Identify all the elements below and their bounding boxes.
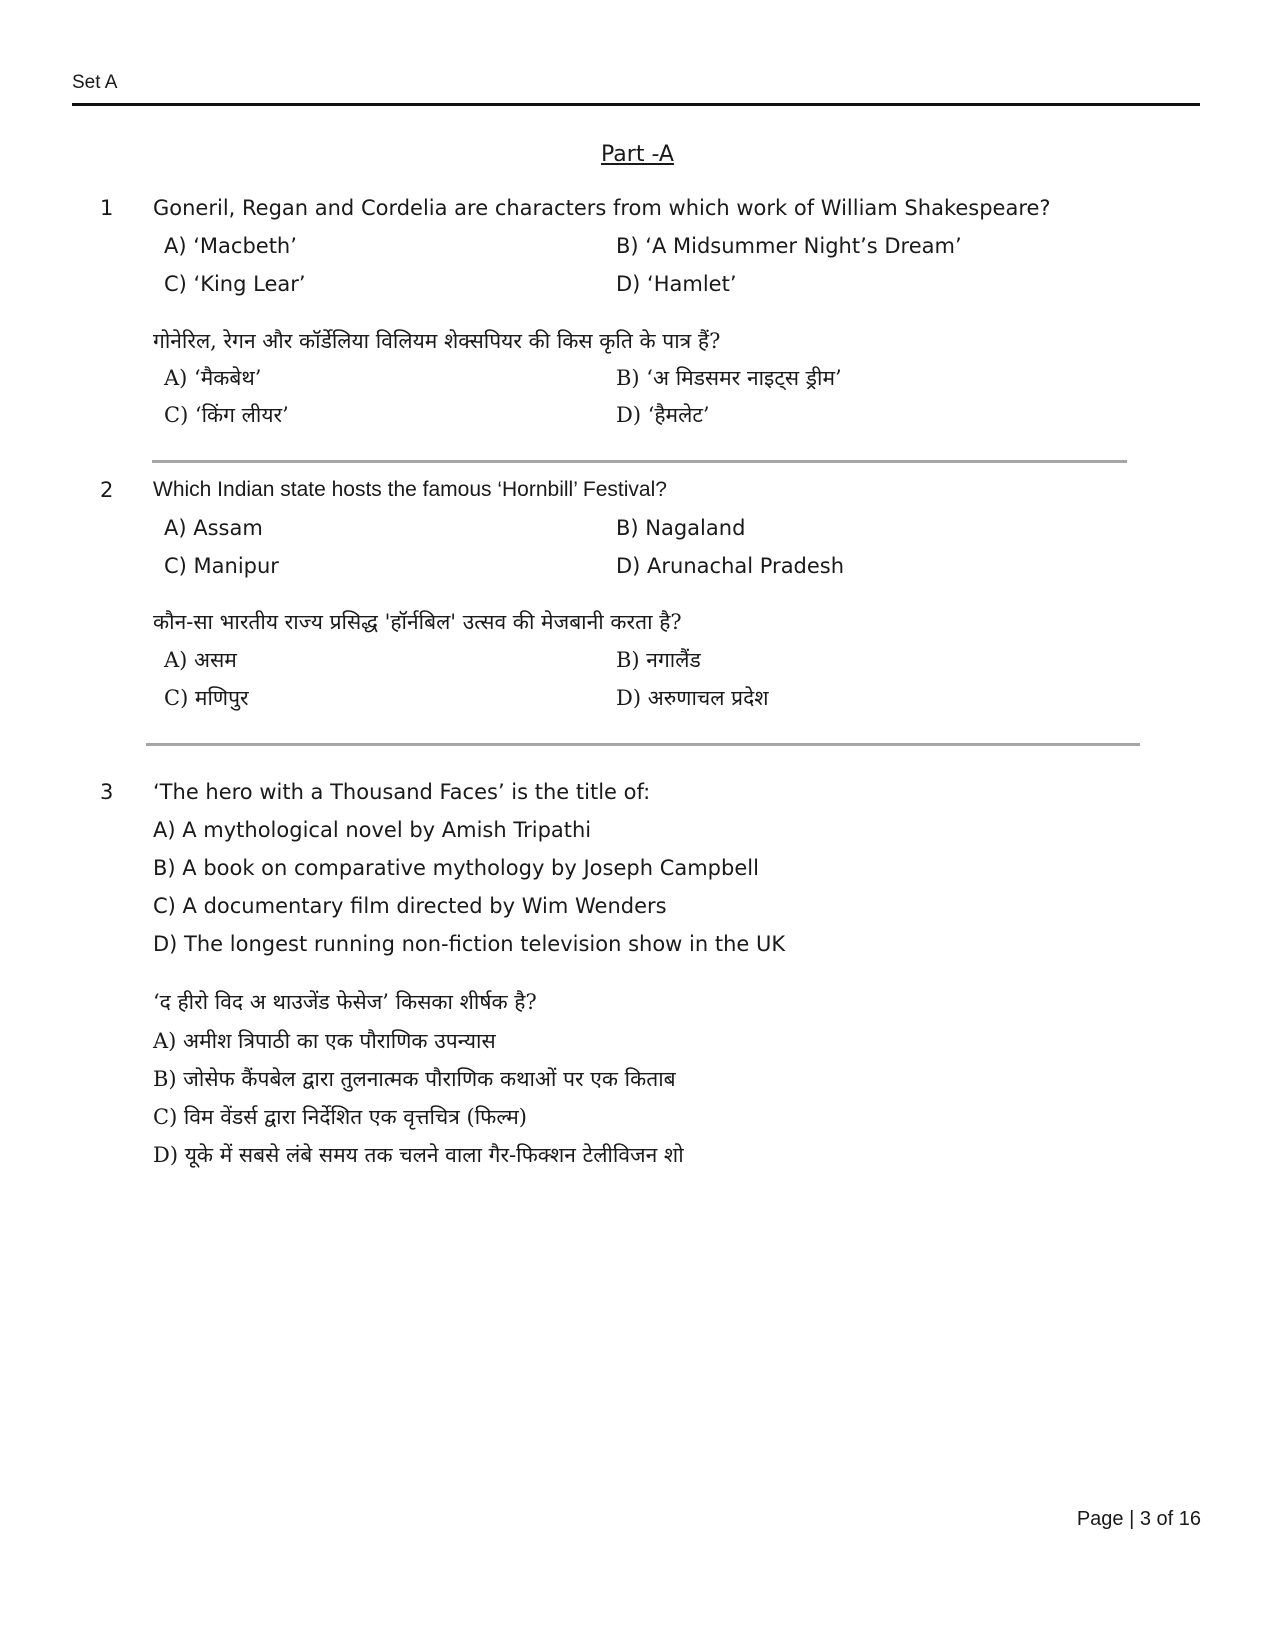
question-3-number: 3 [100, 780, 114, 804]
question-1-option-c-en: C) ‘King Lear’ [164, 272, 306, 296]
question-2-text-hi: कौन-सा भारतीय राज्य प्रसिद्ध 'हॉर्नबिल' उत्सव की मेजबानी करता है? [153, 610, 682, 634]
question-1-option-c-hi: C) ‘किंग लीयर’ [164, 403, 289, 427]
question-1-number: 1 [100, 196, 114, 220]
question-3-option-b-en: B) A book on comparative mythology by Joseph Campbell [153, 856, 759, 880]
set-label: Set A [72, 72, 118, 93]
question-1-option-a-en: A) ‘Macbeth’ [164, 234, 297, 258]
question-1-text-hi: गोनेरिल, रेगन और कॉर्डेलिया विलियम शेक्सपियर की किस कृति के पात्र हैं? [153, 329, 721, 353]
question-2-option-d-hi: D) अरुणाचल प्रदेश [616, 686, 769, 710]
question-2-option-b-en: B) Nagaland [616, 516, 746, 540]
question-3-option-d-en: D) The longest running non-fiction television show in the UK [153, 932, 786, 956]
question-2-option-d-en: D) Arunachal Pradesh [616, 554, 845, 578]
question-1-option-d-en: D) ‘Hamlet’ [616, 272, 737, 296]
question-2-option-a-hi: A) असम [164, 648, 237, 672]
question-3-option-c-hi: C) विम वेंडर्स द्वारा निर्देशित एक वृत्तचित्र (फिल्म) [153, 1105, 527, 1129]
question-3-option-d-hi: D) यूके में सबसे लंबे समय तक चलने वाला गैर-फिक्शन टेलीविजन शो [153, 1143, 684, 1167]
question-3-option-b-hi: B) जोसेफ कैंपबेल द्वारा तुलनात्मक पौराणिक कथाओं पर एक किताब [153, 1067, 676, 1091]
part-title: Part -A [601, 142, 674, 167]
question-1-option-a-hi: A) ‘मैकबेथ’ [164, 366, 262, 390]
question-3-option-c-en: C) A documentary film directed by Wim Wenders [153, 894, 667, 918]
question-2-option-b-hi: B) नगालैंड [616, 648, 701, 672]
page-number: Page | 3 of 16 [1076, 1508, 1201, 1530]
question-2-option-a-en: A) Assam [164, 516, 263, 540]
question-2-number: 2 [100, 478, 114, 502]
question-1-option-b-en: B) ‘A Midsummer Night’s Dream’ [616, 234, 962, 258]
header-rule [72, 103, 1200, 106]
question-3-text-en: ‘The hero with a Thousand Faces’ is the title of: [153, 780, 651, 804]
question-1-text-en: Goneril, Regan and Cordelia are characters from which work of William Shakespeare? [153, 196, 1051, 220]
question-separator [146, 743, 1140, 746]
question-3-option-a-en: A) A mythological novel by Amish Tripathi [153, 818, 592, 842]
question-1-option-d-hi: D) ‘हैमलेट’ [616, 403, 710, 427]
question-3-text-hi: ‘द हीरो विद अ थाउजेंड फेसेज’ किसका शीर्षक है? [153, 990, 537, 1014]
question-1-option-b-hi: B) ‘अ मिडसमर नाइट्स ड्रीम’ [616, 366, 842, 390]
question-2-option-c-en: C) Manipur [164, 554, 279, 578]
question-3-option-a-hi: A) अमीश त्रिपाठी का एक पौराणिक उपन्यास [153, 1029, 496, 1053]
question-separator [152, 460, 1127, 463]
question-2-text-en: Which Indian state hosts the famous ‘Hornbill’ Festival? [153, 478, 667, 501]
question-2-option-c-hi: C) मणिपुर [164, 686, 249, 710]
